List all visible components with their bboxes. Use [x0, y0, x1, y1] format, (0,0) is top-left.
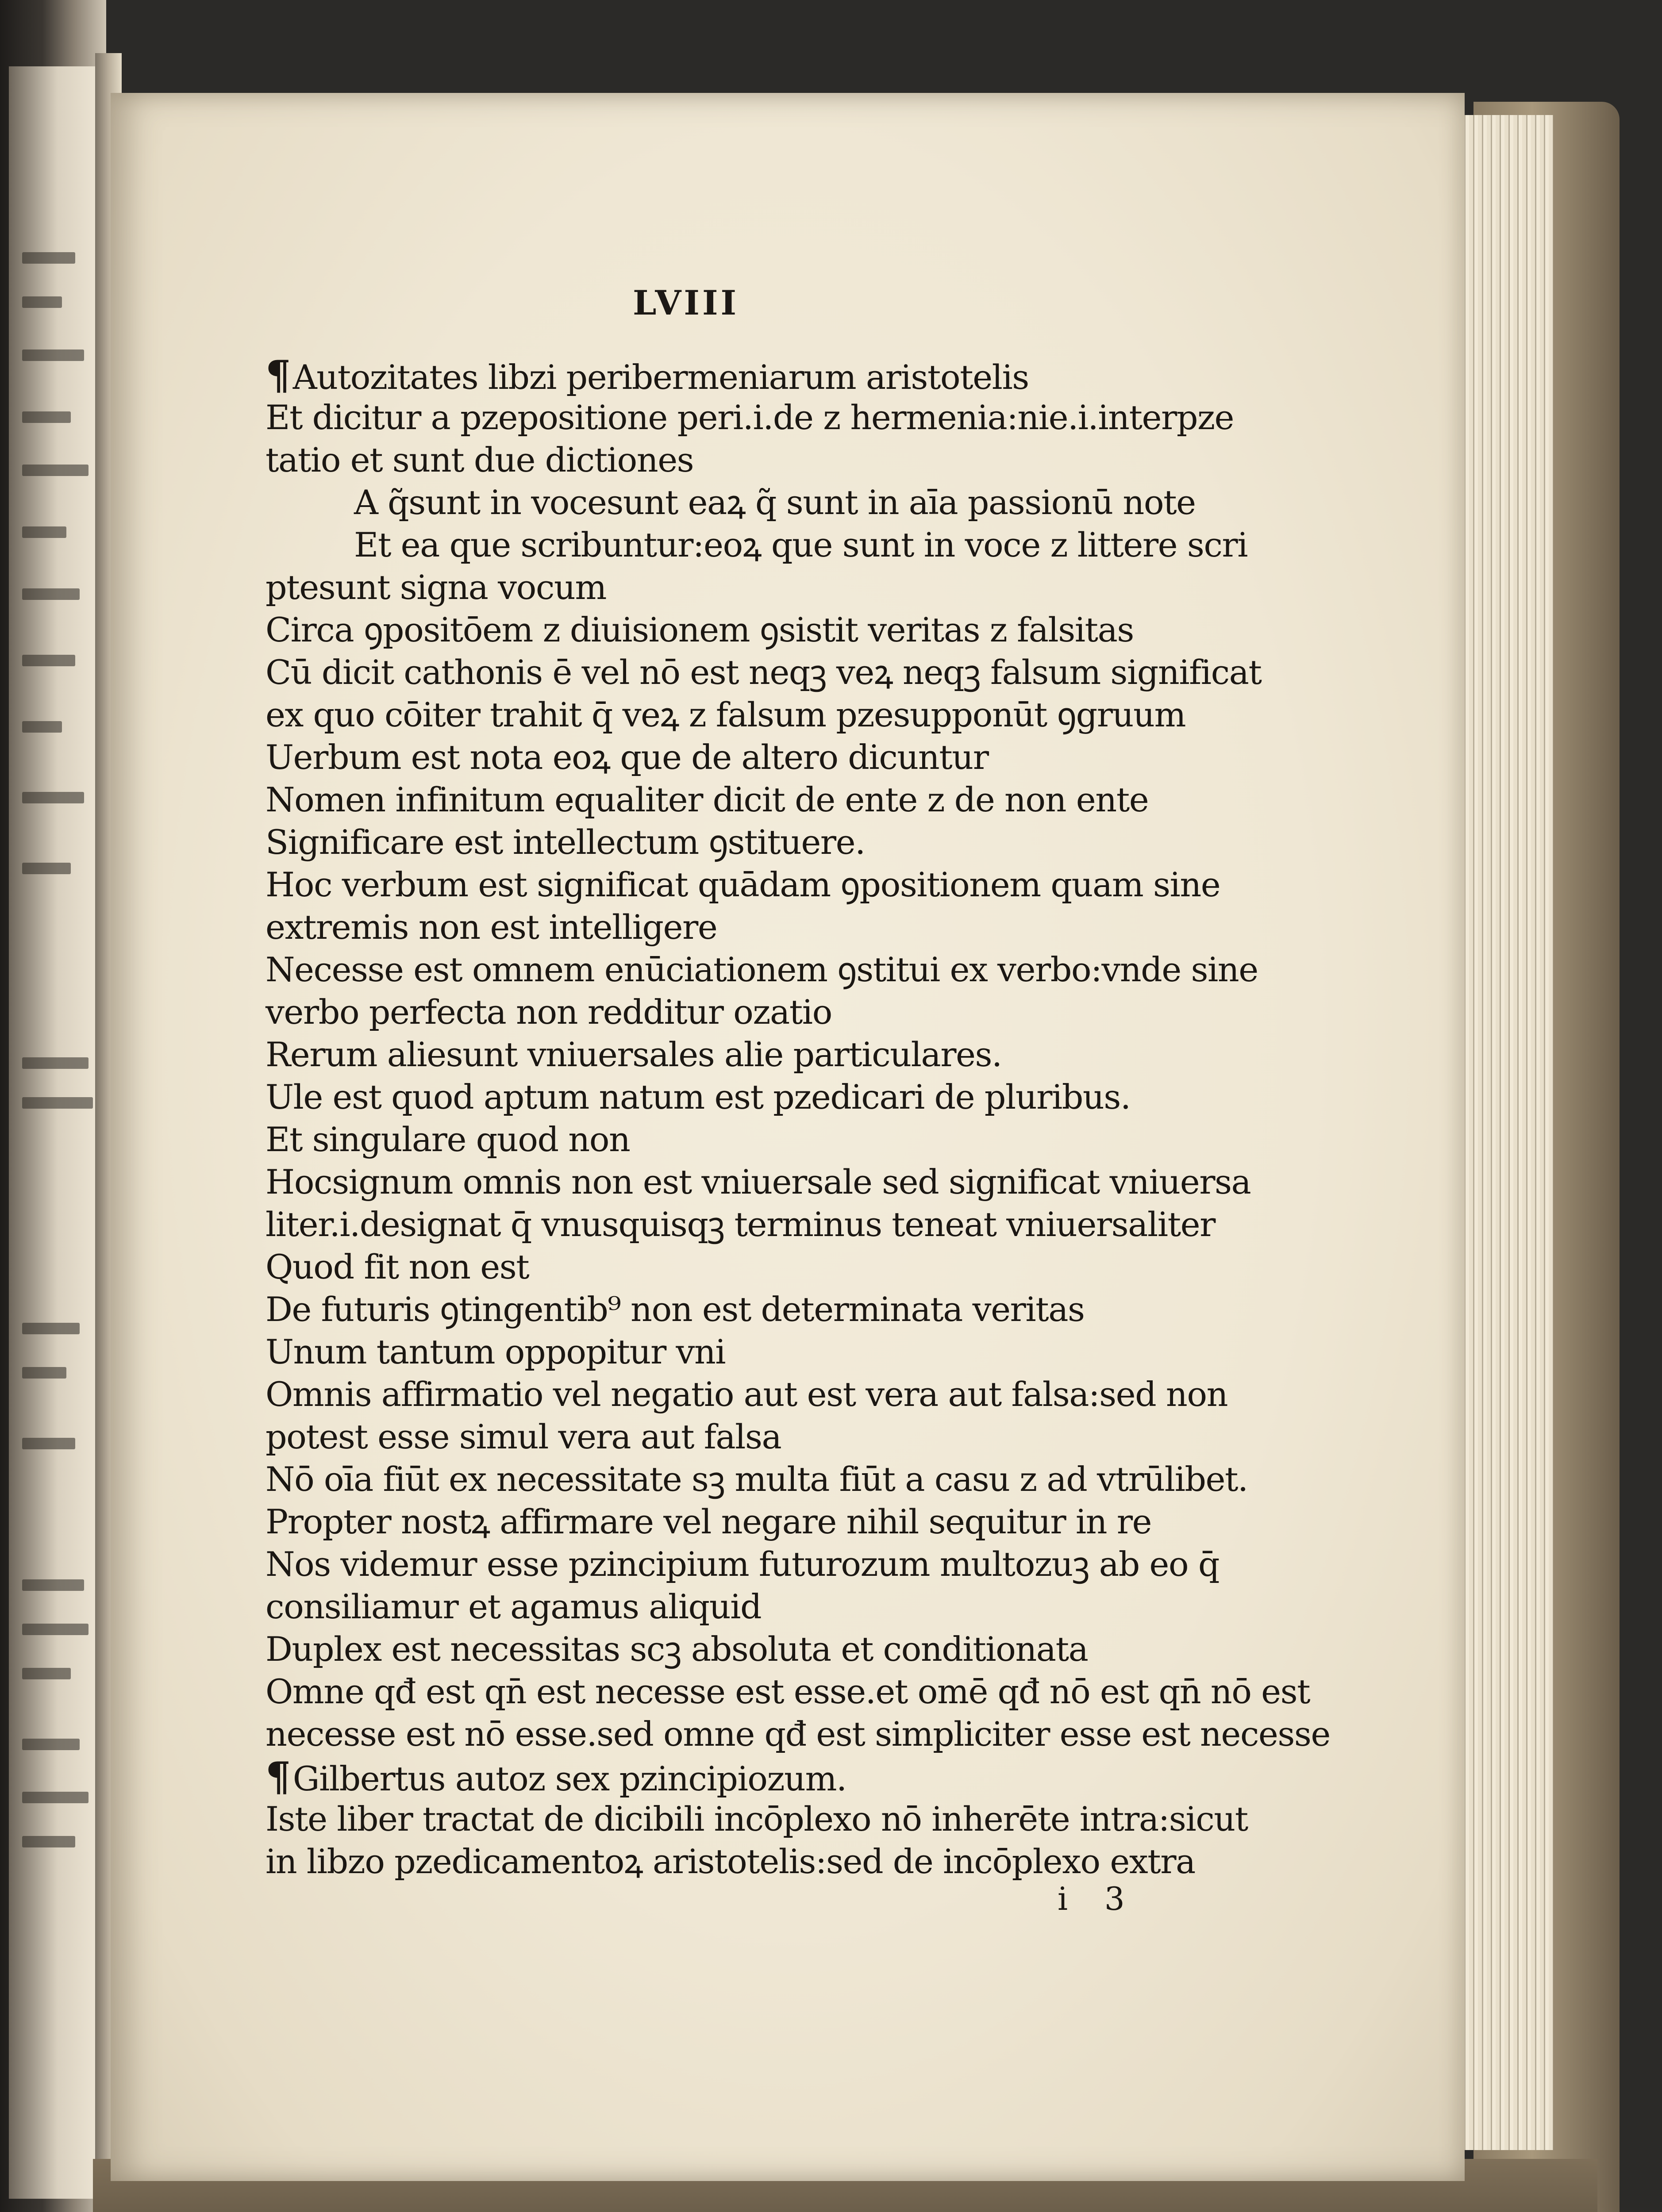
text-line: Ule est quod aptum natum est pzedicari de pluribus.: [265, 1077, 1131, 1117]
signature-mark: i 3: [1058, 1880, 1138, 1917]
text-line: liter.i.designat q̄ vnusquisqꝫ terminus teneat vniuersaliter: [265, 1205, 1215, 1244]
text-line: in libzo pzedicamentoꝝ aristotelis:sed de incōplexo extra: [265, 1842, 1195, 1881]
text-line: verbo perfecta non redditur ozatio: [265, 992, 832, 1032]
text-line: tatio et sunt due dictiones: [265, 440, 694, 480]
text-line: Propter nostꝝ affirmare vel negare nihil sequitur in re: [265, 1502, 1152, 1541]
text-line: potest esse simul vera aut falsa: [265, 1417, 781, 1456]
text-line: consiliamur et agamus aliquid: [265, 1587, 762, 1626]
page-block-edges: [1451, 115, 1553, 2150]
text-line: extremis non est intelligere: [265, 907, 717, 947]
text-line: Nos videmur esse pzincipium futurozum multozuꝫ ab eo q̄: [265, 1544, 1219, 1584]
text-line: Circa ꝯpositōem z diuisionem ꝯsistit veritas z falsitas: [265, 610, 1134, 649]
text-line: necesse est nō esse.sed omne qđ est simpliciter esse est necesse: [265, 1714, 1330, 1754]
text-line: Significare est intellectum ꝯstituere.: [265, 822, 865, 862]
text-line: Necesse est omnem enūciationem ꝯstitui ex verbo:vnde sine: [265, 950, 1258, 989]
text-line: De futuris ꝯtingentib⁹ non est determinata veritas: [265, 1290, 1085, 1329]
text-line: ptesunt signa vocum: [265, 568, 606, 607]
text-line: A q̃sunt in vocesunt eaꝝ q̃ sunt in aīa passionū note: [354, 483, 1196, 522]
text-line: Uerbum est nota eoꝝ que de altero dicuntur: [265, 737, 989, 777]
text-line: Duplex est necessitas scꝫ absoluta et conditionata: [265, 1629, 1088, 1669]
text-block: [265, 352, 1330, 1883]
text-line: Hocsignum omnis non est vniuersale sed significat vniuersa: [265, 1162, 1251, 1202]
text-line: Quod fit non est: [265, 1247, 529, 1286]
text-line: Omnis affirmatio vel negatio aut est vera aut falsa:sed non: [265, 1375, 1228, 1414]
text-line: Hoc verbum est significat quādam ꝯpositionem quam sine: [265, 865, 1220, 904]
text-line: ¶Gilbertus autoz sex pzincipiozum.: [265, 1753, 846, 1800]
text-line: ex quo cōiter trahit q̄ veꝝ z falsum pzesupponūt ꝯgruum: [265, 695, 1186, 734]
text-line: Unum tantum oppopitur vni: [265, 1332, 726, 1371]
text-line: Iste liber tractat de dicibili incōplexo nō inherēte intra:sicut: [265, 1799, 1248, 1839]
text-line: ¶Autozitates libzi peribermeniarum aristotelis: [265, 352, 1029, 399]
text-line: Et dicitur a pzepositione peri.i.de z hermenia:nie.i.interpze: [265, 398, 1234, 437]
text-line: Et singulare quod non: [265, 1120, 630, 1159]
text-line: Cū dicit cathonis ē vel nō est neqꝫ veꝝ neqꝫ falsum significat: [265, 653, 1262, 692]
pilcrow-mark: ¶: [265, 1753, 290, 1800]
facing-page-sliver: [9, 66, 97, 2199]
text-line: Omne qđ est qn̄ est necesse est esse.et omē qđ nō est qn̄ nō est: [265, 1672, 1310, 1711]
folio-number: LVIII: [633, 283, 739, 323]
pilcrow-mark: ¶: [265, 352, 290, 399]
text-line: Rerum aliesunt vniuersales alie particulares.: [265, 1035, 1002, 1074]
text-line: Nō oīa fiūt ex necessitate sꝫ multa fiūt a casu z ad vtrūlibet.: [265, 1459, 1248, 1499]
text-line: Nomen infinitum equaliter dicit de ente z de non ente: [265, 780, 1149, 819]
text-line: Et ea que scribuntur:eoꝝ que sunt in voce z littere scri: [354, 525, 1248, 565]
